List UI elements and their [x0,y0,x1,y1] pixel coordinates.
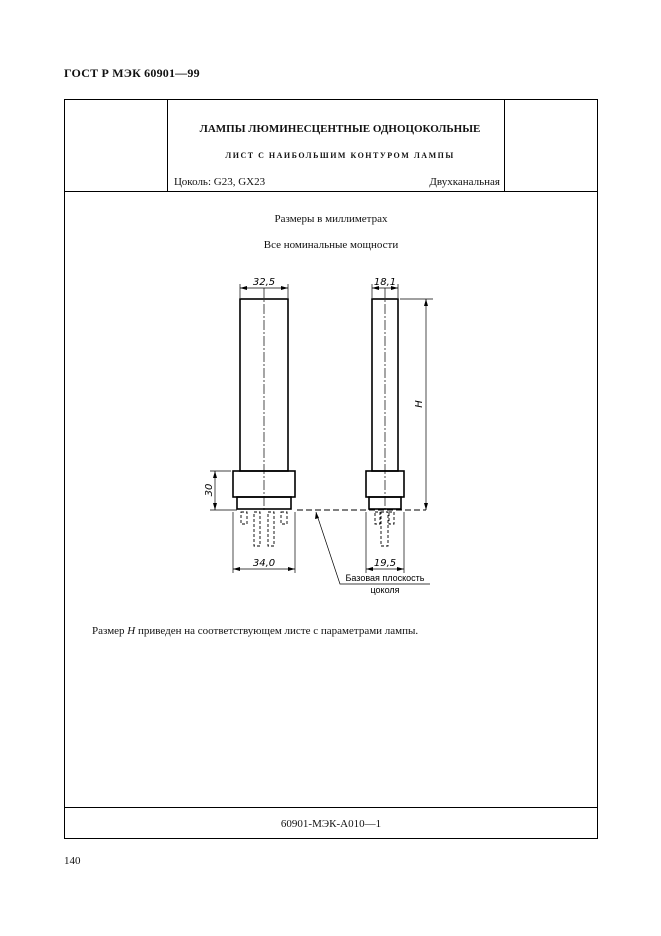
h-note-prefix: Размер [92,625,128,637]
side-pins [375,512,394,546]
base-plane-label-2: цоколя [370,585,400,595]
dim-width-top-side: 18,1 [373,277,397,288]
cap-label: Цоколь: G23, GX23 [174,176,266,188]
dim-width-base-front: 34,0 [252,558,276,569]
h-note-suffix: приведен на соответствующем листе с параметрами лампы. [135,625,419,637]
h-note-symbol: H [127,625,136,637]
front-pins [241,512,287,546]
page-number: 140 [64,855,81,867]
dimension-arrows [213,286,428,571]
side-view [366,288,404,546]
dim-height-h: H [414,400,425,408]
sheet-subtitle: ЛИСТ С НАИБОЛЬШИМ КОНТУРОМ ЛАМПЫ [225,151,455,160]
dim-width-top-front: 32,5 [252,277,276,288]
standard-code: ГОСТ Р МЭК 60901—99 [64,66,200,80]
base-plane-label-1: Базовая плоскость [345,573,425,583]
type-label: Двухканальная [429,176,500,188]
dim-width-base-side: 19,5 [373,558,397,569]
power-note: Все номинальные мощности [263,239,399,251]
dimensions-note: Размеры в миллиметрах [274,213,388,225]
dimension-lines [210,284,433,584]
sheet-code: 60901-МЭК-А010—1 [280,818,382,830]
front-view [233,288,295,546]
dim-height-base: 30 [204,483,215,497]
sheet-title: ЛАМПЫ ЛЮМИНЕСЦЕНТНЫЕ ОДНОЦОКОЛЬНЫЕ [199,123,481,135]
